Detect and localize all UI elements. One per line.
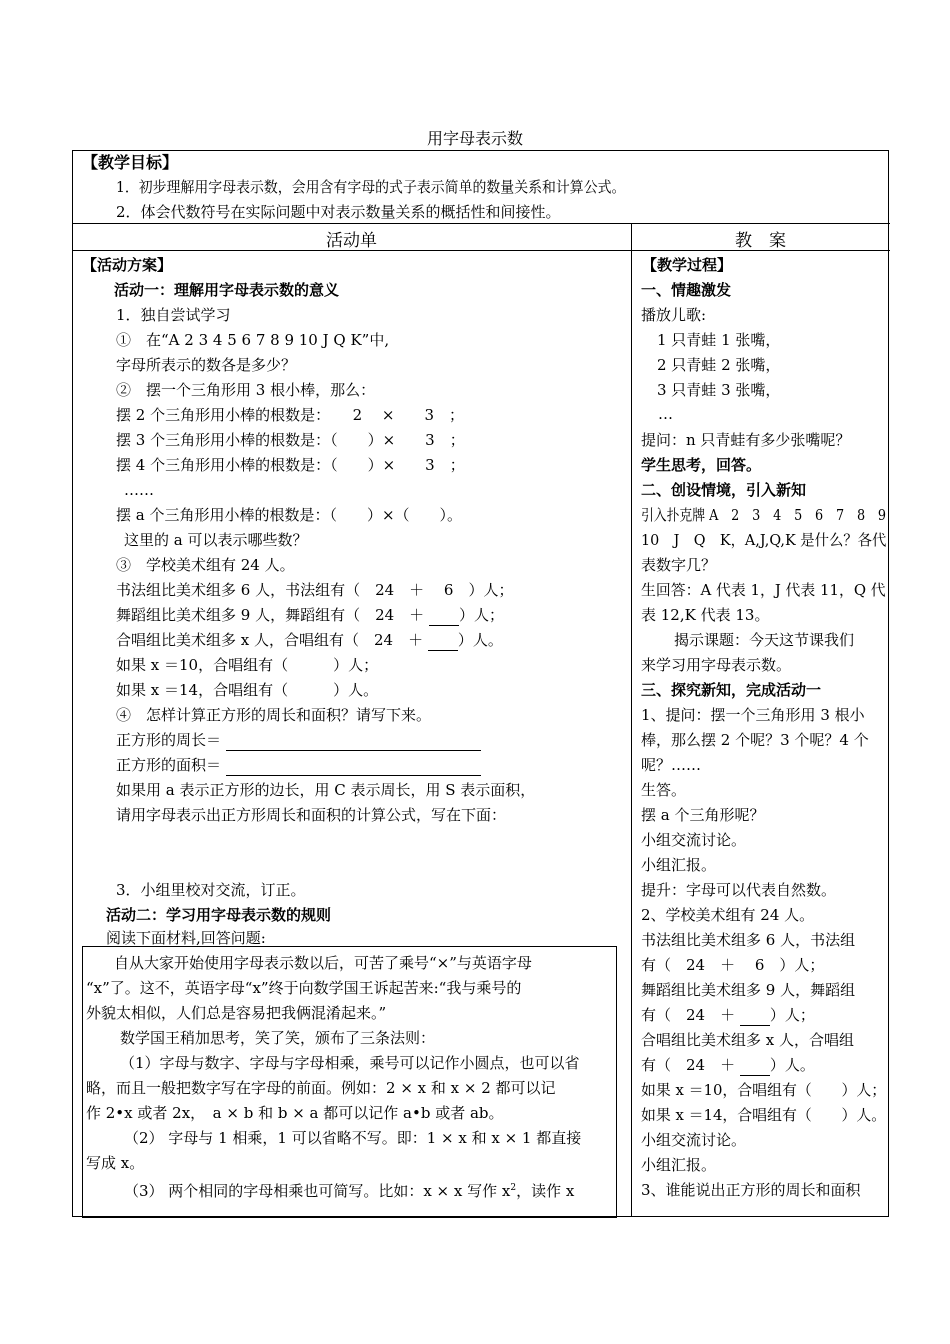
objective-item: 1．初步理解用字母表示数，会用含有字母的式子表示简单的数量关系和计算公式。 [116, 178, 626, 196]
fill-line [116, 605, 504, 626]
column-divider [631, 223, 632, 1217]
answer-blank [429, 605, 459, 626]
activity1-title: 活动一：理解用字母表示数的意义 [114, 281, 340, 299]
plan-heading: 【活动方案】 [82, 256, 173, 274]
plan-text: 提问：n 只青蛙有多少张嘴呢？ [641, 431, 851, 449]
objectives-heading: 【教学目标】 [82, 153, 179, 172]
reading-text: 作 2•x 或者 2x， a × b 和 b × a 都可以记作 a•b 或者 ab。 [86, 1104, 504, 1122]
plan-text: 生回答：A 代表 1，J 代表 11，Q 代 [641, 581, 886, 599]
objective-item: 2．体会代数符号在实际问题中对表示数量关系的概括性和间接性。 [116, 203, 561, 221]
plan-text: 来学习用字母表示数。 [641, 656, 792, 674]
plan-text: 舞蹈组比美术组多 9 人，舞蹈组 [641, 981, 856, 999]
answer-blank [226, 755, 481, 776]
plan-text: 1 只青蛙 1 张嘴， [657, 331, 781, 349]
plan-text: 如果 x ＝10，合唱组有（ ）人； [641, 1081, 887, 1099]
fill-line [116, 730, 481, 751]
instruction-text: 请用字母表示出正方形周长和面积的计算公式，写在下面： [116, 806, 507, 824]
instruction-text: 如果用 a 表示正方形的边长，用 C 表示周长，用 S 表示面积， [116, 781, 536, 799]
reading-text: 外貌太相似，人们总是容易把我俩混淆起来。” [86, 1004, 387, 1022]
section-title: 二、创设情境，引入新知 [641, 481, 807, 499]
reading-text: 自从大家开始使用字母表示数以后，可苦了乘号“×”与英语字母 [114, 954, 532, 972]
fill-line: 摆 4 个三角形用小棒的根数是：（ ）× 3 ； [116, 456, 465, 474]
fill-line [641, 1055, 815, 1076]
fill-text: 舞蹈组比美术组多 9 人，舞蹈组有（ 24 ＋ [116, 606, 425, 624]
fill-text: 合唱组比美术组多 x 人，合唱组有（ 24 ＋ [116, 631, 424, 649]
plan-text: 小组交流讨论。 [641, 831, 747, 849]
reading-text: 数学国王稍加思考，笑了笑，颁布了三条法则： [120, 1029, 436, 1047]
plan-text: 表 12,K 代表 13。 [641, 606, 770, 624]
fill-line: 书法组比美术组多 6 人，书法组有（ 24 ＋ 6 ）人； [116, 581, 514, 599]
reading-text: ，读作 x [516, 1182, 575, 1200]
fill-line: 摆 3 个三角形用小棒的根数是：（ ）× 3 ； [116, 431, 465, 449]
plan-text: 如果 x ＝14，合唱组有（ ）人。 [641, 1106, 887, 1124]
plan-text: 2 只青蛙 2 张嘴， [657, 356, 781, 374]
ellipsis: … [658, 405, 673, 423]
divider [72, 223, 890, 224]
process-heading: 【教学过程】 [642, 256, 733, 274]
page-title: 用字母表示数 [426, 129, 523, 148]
reading-text: （2） 字母与 1 相乘，1 可以省略不写。即：1 × x 和 x × 1 都直接 [124, 1129, 582, 1147]
fill-text: 有（ 24 ＋ [641, 1056, 736, 1074]
plan-text: 棒，那么摆 2 个呢？3 个呢？4 个 [641, 731, 869, 749]
section-title: 一、情趣激发 [641, 281, 732, 299]
reading-text: （3） 两个相同的字母相乘也可简写。比如：x × x 写作 x [124, 1182, 511, 1200]
reading-text: 写成 x。 [86, 1154, 145, 1172]
fill-text: ）人； [458, 606, 504, 624]
reading-text: 略，而且一般把数字写在字母的前面。例如：2 × x 和 x × 2 都可以记 [86, 1079, 556, 1097]
answer-blank [740, 1055, 770, 1076]
fill-text: 正方形的周长＝ [116, 731, 222, 749]
step-text: 3．小组里校对交流，订正。 [116, 881, 306, 899]
superscript: 2 [510, 1183, 517, 1193]
plan-text: 3、谁能说出正方形的周长和面积 [641, 1181, 861, 1199]
question-text: ③ 学校美术组有 24 人。 [116, 556, 295, 574]
fill-text: 有（ 24 ＋ [641, 1006, 736, 1024]
fill-text: ）人。 [769, 1056, 815, 1074]
answer-blank [740, 1005, 770, 1026]
plan-text: 播放儿歌: [641, 306, 707, 324]
reading-text [124, 1178, 574, 1201]
activity2-title: 活动二：学习用字母表示数的规则 [106, 906, 332, 924]
answer-blank [428, 630, 458, 651]
plan-text: 小组汇报。 [641, 1156, 717, 1174]
fill-line: 摆 2 个三角形用小棒的根数是： 2 × 3 ； [116, 406, 465, 424]
plan-text: 2、学校美术组有 24 人。 [641, 906, 815, 924]
question-text: ④ 怎样计算正方形的周长和面积？请写下来。 [116, 706, 432, 724]
fill-line [116, 755, 481, 776]
fill-line [641, 1005, 815, 1026]
plan-text: 揭示课题：今天这节课我们 [674, 631, 855, 649]
plan-text: 1、提问：摆一个三角形用 3 根小 [641, 706, 865, 724]
fill-text: ）人。 [457, 631, 503, 649]
plan-text: 摆 a 个三角形呢？ [641, 806, 765, 824]
plan-text: 有（ 24 ＋ 6 ）人； [641, 956, 825, 974]
question-text: ② 摆一个三角形用 3 根小棒，那么： [116, 381, 376, 399]
column-header-activity: 活动单 [326, 231, 377, 251]
column-header-plan: 教 案 [735, 231, 786, 251]
answer-blank [226, 730, 481, 751]
instruction-text: 阅读下面材料,回答问题: [106, 929, 266, 947]
plan-text: 学生思考，回答。 [641, 456, 762, 474]
plan-text: 合唱组比美术组多 x 人，合唱组 [641, 1031, 854, 1049]
question-text: 这里的 a 可以表示哪些数？ [124, 531, 308, 549]
plan-text: 小组汇报。 [641, 856, 717, 874]
plan-text: 书法组比美术组多 6 人，书法组 [641, 931, 856, 949]
plan-text: 10 J Q K，A,J,Q,K 是什么？各代 [641, 531, 887, 549]
reading-text: “x”了。这不，英语字母“x”终于向数学国王诉起苦来:“我与乘号的 [86, 979, 522, 997]
plan-text: 3 只青蛙 3 张嘴， [657, 381, 781, 399]
plan-text: 引入扑克牌 A 2 3 4 5 6 7 8 9 [641, 506, 887, 524]
section-title: 三、探究新知，完成活动一 [641, 681, 822, 699]
plan-text: 提升：字母可以代表自然数。 [641, 881, 837, 899]
plan-text: 表数字几？ [641, 556, 717, 574]
fill-line: 摆 a 个三角形用小棒的根数是：（ ）×（ ）。 [116, 506, 463, 524]
question-text: ① 在“A 2 3 4 5 6 7 8 9 10 J Q K”中, [116, 331, 390, 349]
fill-line [116, 630, 503, 651]
plan-text: 生答。 [641, 781, 687, 799]
step-text: 1．独自尝试学习 [116, 306, 231, 324]
ellipsis: …… [124, 481, 154, 499]
fill-line: 如果 x ＝10，合唱组有（ ）人； [116, 656, 379, 674]
reading-text: （1）字母与数字、字母与字母相乘，乘号可以记作小圆点，也可以省 [120, 1054, 580, 1072]
fill-text: 正方形的面积＝ [116, 756, 222, 774]
fill-line: 如果 x ＝14，合唱组有（ ）人。 [116, 681, 379, 699]
plan-text: 呢？…… [641, 756, 702, 774]
plan-text: 小组交流讨论。 [641, 1131, 747, 1149]
fill-text: ）人； [769, 1006, 815, 1024]
question-text: 字母所表示的数各是多少？ [116, 356, 297, 374]
